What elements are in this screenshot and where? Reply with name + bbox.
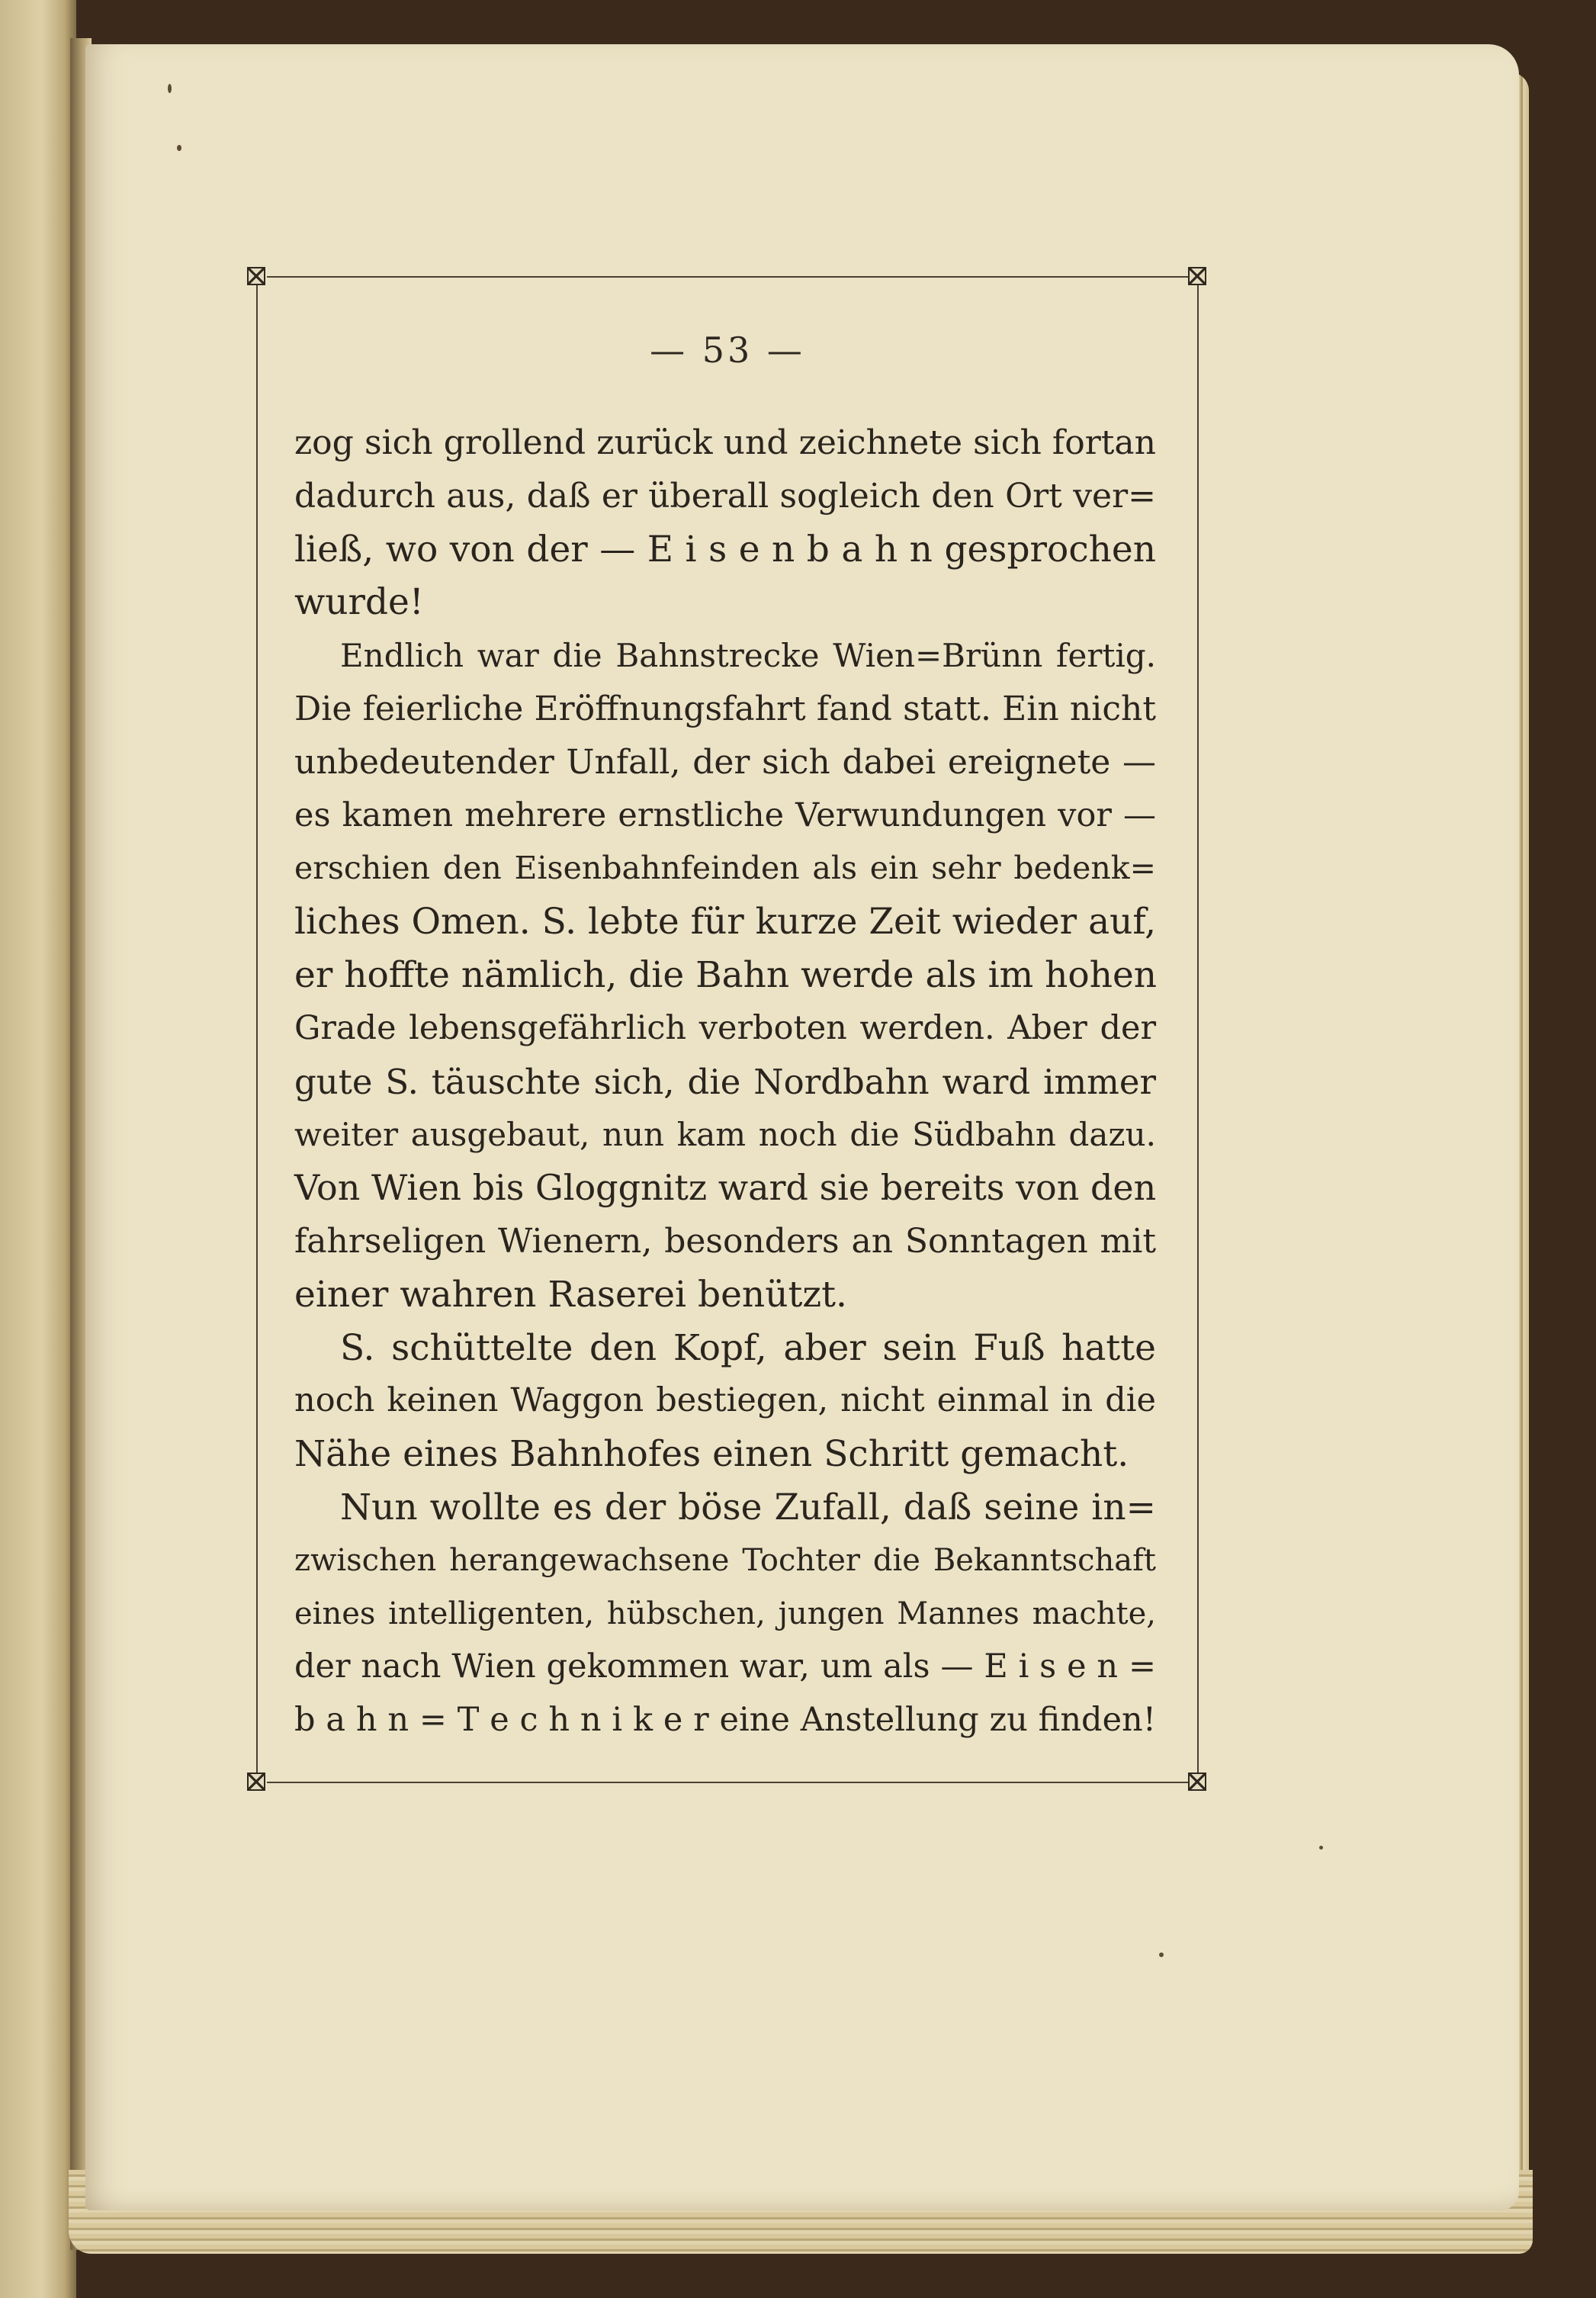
text-line: Grade lebensgefährlich verboten werden. Aber der — [294, 1008, 1156, 1047]
text-line: der nach Wien gekommen war, um als — E i s e n = — [294, 1647, 1156, 1686]
corner-ornament-icon — [247, 267, 265, 285]
page-number: — 53 — — [650, 329, 805, 371]
text-line: Von Wien bis Gloggnitz ward sie bereits von den — [294, 1167, 1157, 1209]
corner-ornament-icon — [1188, 1773, 1206, 1791]
frame-top-rule — [267, 276, 1188, 278]
corner-ornament-icon — [247, 1773, 265, 1791]
text-line: Die feierliche Eröffnungsfahrt fand statt. Ein nicht — [294, 689, 1156, 728]
text-line: noch keinen Waggon bestiegen, nicht einmal in die — [294, 1381, 1156, 1420]
text-line: zog sich grollend zurück und zeichnete sich fortan — [294, 423, 1156, 462]
text-line: wurde! — [294, 581, 424, 624]
text-line: Nun wollte es der böse Zufall, daß seine in= — [340, 1486, 1156, 1528]
paper-speck — [1159, 1952, 1164, 1957]
text-line: ließ, wo von der — E i s e n b a h n gesprochen — [294, 528, 1156, 570]
paper-speck — [168, 84, 172, 93]
text-line: eines intelligenten, hübschen, jungen Mannes machte, — [294, 1596, 1156, 1631]
text-line: einer wahren Raserei benützt. — [294, 1273, 847, 1316]
text-line: unbedeutender Unfall, der sich dabei ereignete — — [294, 742, 1156, 782]
corner-ornament-icon — [1188, 267, 1206, 285]
text-line: dadurch aus, daß er überall sogleich den Ort ver= — [294, 476, 1156, 516]
text-line: Endlich war die Bahnstrecke Wien=Brünn fertig. — [340, 637, 1156, 675]
text-line: es kamen mehrere ernstliche Verwundungen vor — — [294, 795, 1156, 834]
text-line: liches Omen. S. lebte für kurze Zeit wieder auf, — [294, 901, 1157, 943]
text-line: zwischen herangewachsene Tochter die Bekanntschaft — [294, 1542, 1156, 1578]
text-line: weiter ausgebaut, nun kam noch die Südbahn dazu. — [294, 1116, 1156, 1154]
frame-bottom-rule — [267, 1782, 1188, 1783]
text-line: gute S. täuschte sich, die Nordbahn ward immer — [294, 1061, 1156, 1102]
frame-right-rule — [1197, 285, 1199, 1774]
text-line: Nähe eines Bahnhofes einen Schritt gemacht. — [294, 1433, 1129, 1476]
text-line: fahrseligen Wienern, besonders an Sonntagen mit — [294, 1221, 1156, 1261]
body-text — [294, 416, 1156, 1747]
text-line: er hoffte nämlich, die Bahn werde als im hohen — [294, 953, 1158, 996]
text-line: erschien den Eisenbahnfeinden als ein sehr bedenk= — [294, 850, 1156, 887]
frame-left-rule — [256, 285, 258, 1774]
text-line: b a h n = T e c h n i k e r eine Anstellung zu finden! — [294, 1701, 1156, 1740]
text-line: S. schüttelte den Kopf, aber sein Fuß hatte — [340, 1326, 1156, 1369]
left-page-edge — [0, 0, 76, 2298]
paper-speck — [1319, 1846, 1323, 1850]
paper-speck — [177, 145, 181, 151]
